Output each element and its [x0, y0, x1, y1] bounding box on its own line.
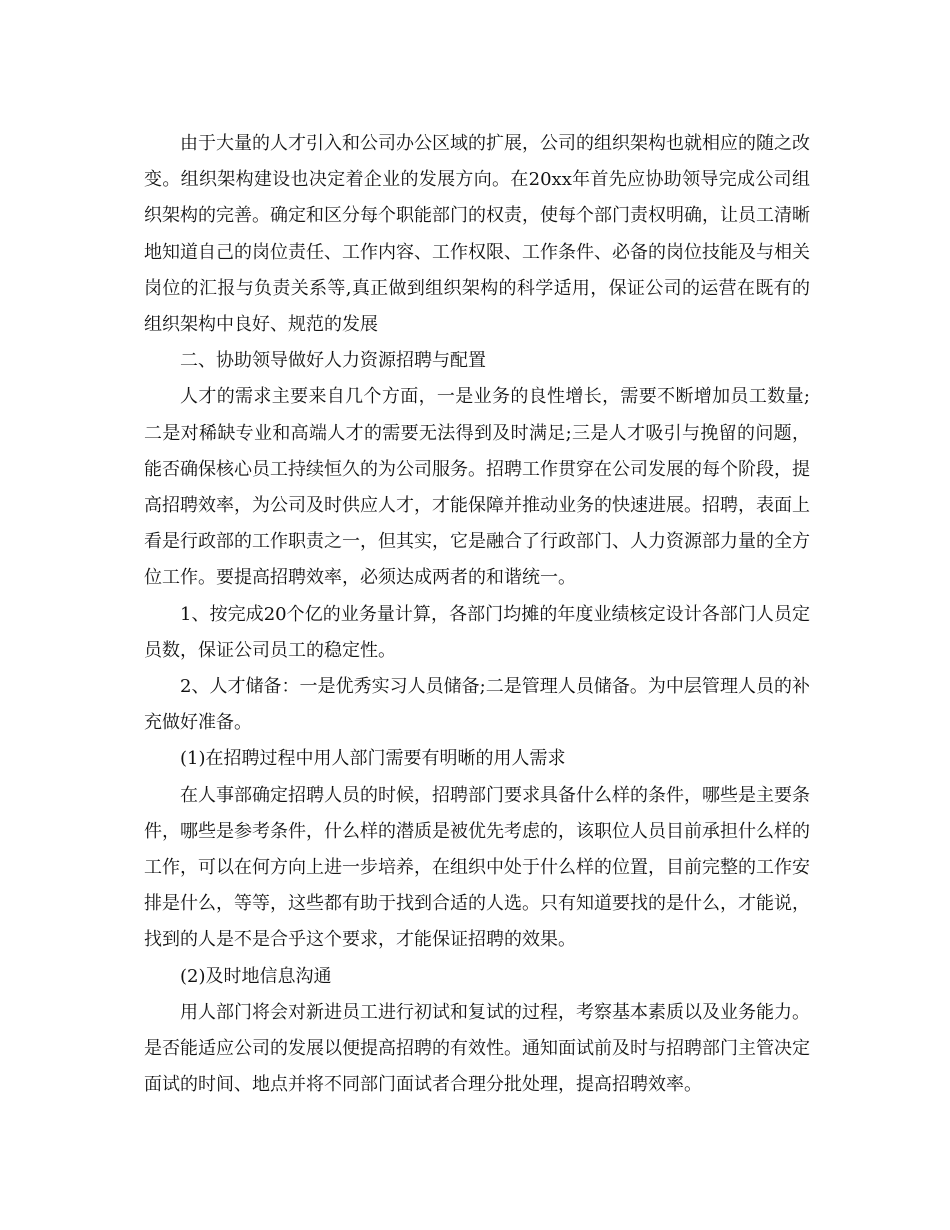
paragraph-hiring-requirements: 在人事部确定招聘人员的时候，招聘部门要求具备什么样的条件，哪些是主要条件，哪些是参考条件，什么样的潜质是被优先考虑的，该职位人员目前承担什么样的工作，可以在何方向上进一步培养，在组织中处于什么样的位置，目前完整的工作安排是什么，等等，这些都有助于找到合适的人选。只有知道要找的是什么，才能说，找到的人是不是合乎这个要求，才能保证招聘的效果。 [144, 784, 810, 951]
list-item-talent-reserve: 2、人才储备：一是优秀实习人员储备;二是管理人员储备。为中层管理人员的补充做好准备。 [144, 676, 810, 734]
subheading-clear-needs: (1)在招聘过程中用人部门需要有明晰的用人需求 [180, 748, 566, 770]
subheading-communication: (2)及时地信息沟通 [180, 965, 332, 987]
section-heading-recruitment: 二、协助领导做好人力资源招聘与配置 [180, 350, 486, 372]
document-body [144, 126, 810, 1103]
paragraph-org-structure: 由于大量的人才引入和公司办公区域的扩展，公司的组织架构也就相应的随之改变。组织架构建设也决定着企业的发展方向。在20xx年首先应协助领导完成公司组织架构的完善。确定和区分每个职能部门的权责，使每个部门责权明确，让员工清晰地知道自己的岗位责任、工作内容、工作权限、工作条件、必备的岗位技能及与相关岗位的汇报与负责关系等,真正做到组织架构的科学适用，保证公司的运营在既有的组织架构中良好、规范的发展 [144, 133, 810, 336]
paragraph-talent-demand: 人才的需求主要来自几个方面，一是业务的良性增长，需要不断增加员工数量;二是对稀缺专业和高端人才的需要无法得到及时满足;三是人才吸引与挽留的问题，能否确保核心员工持续恒久的为公司服务。招聘工作贯穿在公司发展的每个阶段，提高招聘效率，为公司及时供应人才，才能保障并推动业务的快速进展。招聘，表面上看是行政部的工作职责之一，但其实，它是融合了行政部门、人力资源部力量的全方位工作。要提高招聘效率，必须达成两者的和谐统一。 [144, 386, 810, 589]
list-item-headcount: 1、按完成20个亿的业务量计算，各部门均摊的年度业绩核定设计各部门人员定员数，保证公司员工的稳定性。 [144, 603, 810, 661]
paragraph-interview-process: 用人部门将会对新进员工进行初试和复试的过程，考察基本素质以及业务能力。是否能适应公司的发展以便提高招聘的有效性。通知面试前及时与招聘部门主管决定面试的时间、地点并将不同部门面试者合理分批处理，提高招聘效率。 [144, 1001, 810, 1096]
